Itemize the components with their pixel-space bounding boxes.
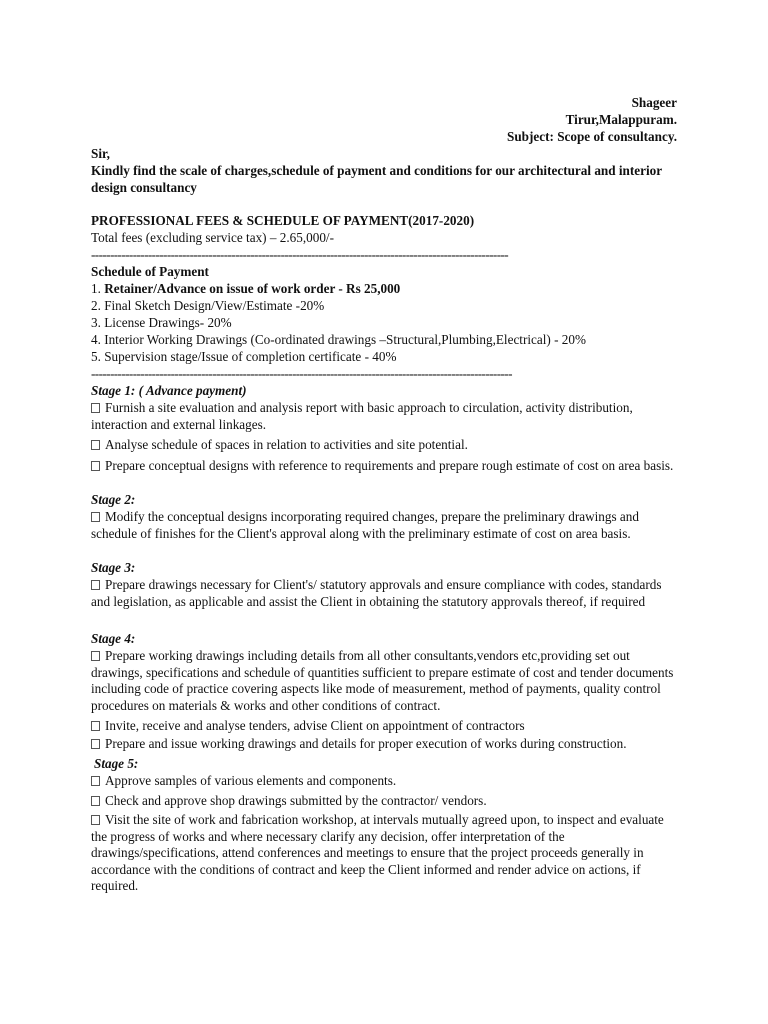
fees-heading: PROFESSIONAL FEES & SCHEDULE OF PAYMENT(2017-2020)	[91, 213, 475, 228]
stage-5-title: Stage 5:	[94, 756, 139, 771]
schedule-item-2: 2. Final Sketch Design/View/Estimate -20%	[91, 298, 325, 313]
stage-2-title: Stage 2:	[91, 492, 136, 507]
schedule-item-1-number: 1.	[91, 281, 105, 296]
stage-5-bullet-2: Check and approve shop drawings submitted by the contractor/ vendors.	[91, 793, 681, 810]
stage-4-bullet-1: Prepare working drawings including details from all other consultants,vendors etc,providing set out drawings, specifications and schedule of quantities sufficient to prepare estimate of cost and tender documents including code of practice covering aspects like mode of measurement, method of payments, quality control procedures on materials & works and other conditions of contract.	[91, 648, 674, 713]
schedule-item-5: 5. Supervision stage/Issue of completion certificate - 40%	[91, 349, 397, 364]
stage-4-bullet-3: Prepare and issue working drawings and details for proper execution of works during construction.	[91, 736, 681, 753]
bullet-box-icon	[91, 403, 100, 413]
bullet-box-icon	[91, 796, 100, 806]
addressee-name: Shageer	[631, 95, 677, 110]
bullet-box-icon	[91, 651, 100, 661]
bullet-box-icon	[91, 580, 100, 590]
stage-1-bullet-3: Prepare conceptual designs with reference to requirements and prepare rough estimate of cost on area basis.	[91, 458, 681, 475]
stage-3-title: Stage 3:	[91, 560, 136, 575]
intro-paragraph: Kindly find the scale of charges,schedule of payment and conditions for our architectural and interior design consultancy	[91, 163, 662, 195]
bullet-box-icon	[91, 440, 100, 450]
stage-1-bullet-2: Analyse schedule of spaces in relation to activities and site potential.	[91, 437, 681, 454]
schedule-item-3: 3. License Drawings- 20%	[91, 315, 232, 330]
stage-5-bullet-3: Visit the site of work and fabrication workshop, at intervals mutually agreed upon, to inspect and evaluate the progress of works and where necessary clarify any decision, offer interpretation of the drawings/specifications, attend conferences and meetings to ensure that the project proceeds generally in accordance with the conditions of contract and keep the Client informed and render advice on actions, if required.	[91, 812, 664, 893]
bullet-box-icon	[91, 739, 100, 749]
stage-4-title: Stage 4:	[91, 631, 136, 646]
schedule-heading: Schedule of Payment	[91, 264, 209, 279]
divider: ---------------------------------------------------------------------------------------------------------------	[91, 366, 512, 381]
salutation: Sir,	[91, 146, 110, 161]
bullet-box-icon	[91, 721, 100, 731]
bullet-box-icon	[91, 512, 100, 522]
stage-2-bullet-1: Modify the conceptual designs incorporating required changes, prepare the preliminary drawings and schedule of finishes for the Client's approval along with the preliminary estimate of cost on area basis.	[91, 509, 639, 541]
divider: --------------------------------------------------------------------------------------------------------------	[91, 247, 509, 262]
bullet-box-icon	[91, 776, 100, 786]
addressee-place: Tirur,Malappuram.	[565, 112, 677, 127]
total-fees: Total fees (excluding service tax) – 2.65,000/-	[91, 230, 334, 245]
stage-3-bullet-1: Prepare drawings necessary for Client's/ statutory approvals and ensure compliance with codes, standards and legislation, as applicable and assist the Client in obtaining the statutory approvals thereof, if required	[91, 577, 662, 609]
schedule-item-1	[91, 281, 400, 298]
bullet-box-icon	[91, 815, 100, 825]
subject-line: Subject: Scope of consultancy.	[507, 129, 677, 144]
stage-1-bullet-1: Furnish a site evaluation and analysis report with basic approach to circulation, activity distribution, interaction and external linkages.	[91, 400, 633, 432]
schedule-item-1-text: Retainer/Advance on issue of work order - Rs 25,000	[104, 281, 401, 296]
schedule-item-4: 4. Interior Working Drawings (Co-ordinated drawings –Structural,Plumbing,Electrical) - 20%	[91, 332, 586, 347]
bullet-box-icon	[91, 461, 100, 471]
stage-5-bullet-1: Approve samples of various elements and components.	[91, 773, 681, 790]
stage-4-bullet-2: Invite, receive and analyse tenders, advise Client on appointment of contractors	[91, 718, 681, 735]
stage-1-title: Stage 1: ( Advance payment)	[91, 383, 247, 398]
